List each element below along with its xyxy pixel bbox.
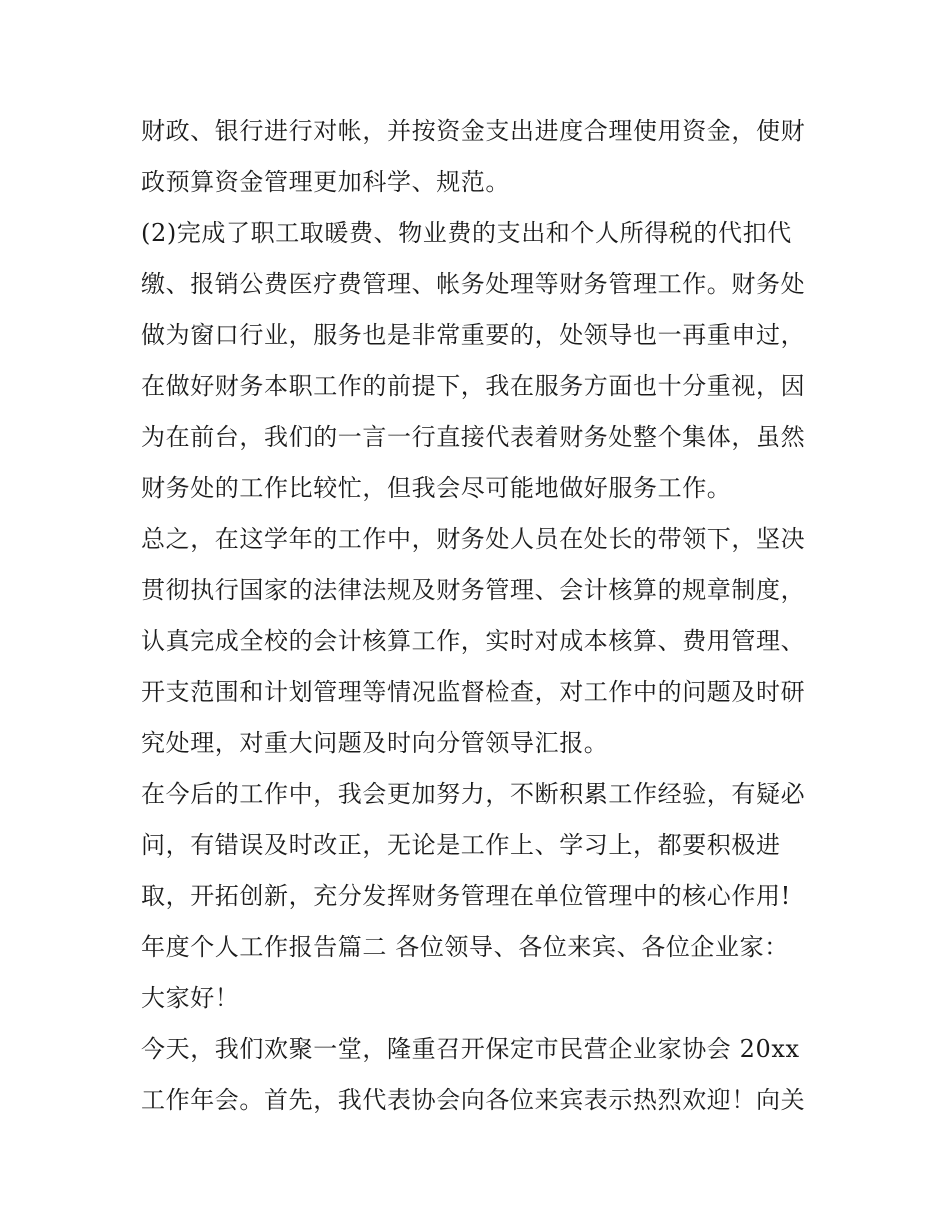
- text-line: 究处理，对重大问题及时向分管领导汇报。: [141, 729, 609, 757]
- text-line: 为在前台，我们的一言一行直接代表着财务处整个集体，虽然: [141, 423, 806, 451]
- text-line: 大家好！: [141, 984, 240, 1012]
- text-line: 今天，我们欢聚一堂，隆重召开保定市民营企业家协会 20xx: [141, 1035, 800, 1063]
- text-line: 贯彻执行国家的法律法规及财务管理、会计核算的规章制度，: [141, 576, 806, 604]
- text-line: 年度个人工作报告篇二 各位领导、各位来宾、各位企业家：: [141, 933, 789, 961]
- text-line: 财政、银行进行对帐，并按资金支出进度合理使用资金，使财: [141, 117, 806, 145]
- text-line: 财务处的工作比较忙，但我会尽可能地做好服务工作。: [141, 474, 732, 502]
- text-line: 开支范围和计划管理等情况监督检查，对工作中的问题及时研: [141, 678, 806, 706]
- text-line: 政预算资金管理更加科学、规范。: [141, 168, 510, 196]
- text-line: 工作年会。首先，我代表协会向各位来宾表示热烈欢迎！向关: [141, 1086, 806, 1114]
- text-line: 取，开拓创新，充分发挥财务管理在单位管理中的核心作用!: [141, 882, 791, 910]
- text-line: (2)完成了职工取暖费、物业费的支出和个人所得税的代扣代: [141, 219, 792, 247]
- text-line: 认真完成全校的会计核算工作，实时对成本核算、费用管理、: [141, 627, 806, 655]
- document-body: [141, 106, 816, 1126]
- text-line: 问，有错误及时改正，无论是工作上、学习上，都要积极进: [141, 831, 781, 859]
- text-line: 总之，在这学年的工作中，财务处人员在处长的带领下，坚决: [141, 525, 806, 553]
- text-line: 缴、报销公费医疗费管理、帐务处理等财务管理工作。财务处: [141, 270, 806, 298]
- text-line: 做为窗口行业，服务也是非常重要的，处领导也一再重申过，: [141, 321, 806, 349]
- text-line: 在做好财务本职工作的前提下，我在服务方面也十分重视，因: [141, 372, 806, 400]
- text-line: 在今后的工作中，我会更加努力，不断积累工作经验，有疑必: [141, 780, 806, 808]
